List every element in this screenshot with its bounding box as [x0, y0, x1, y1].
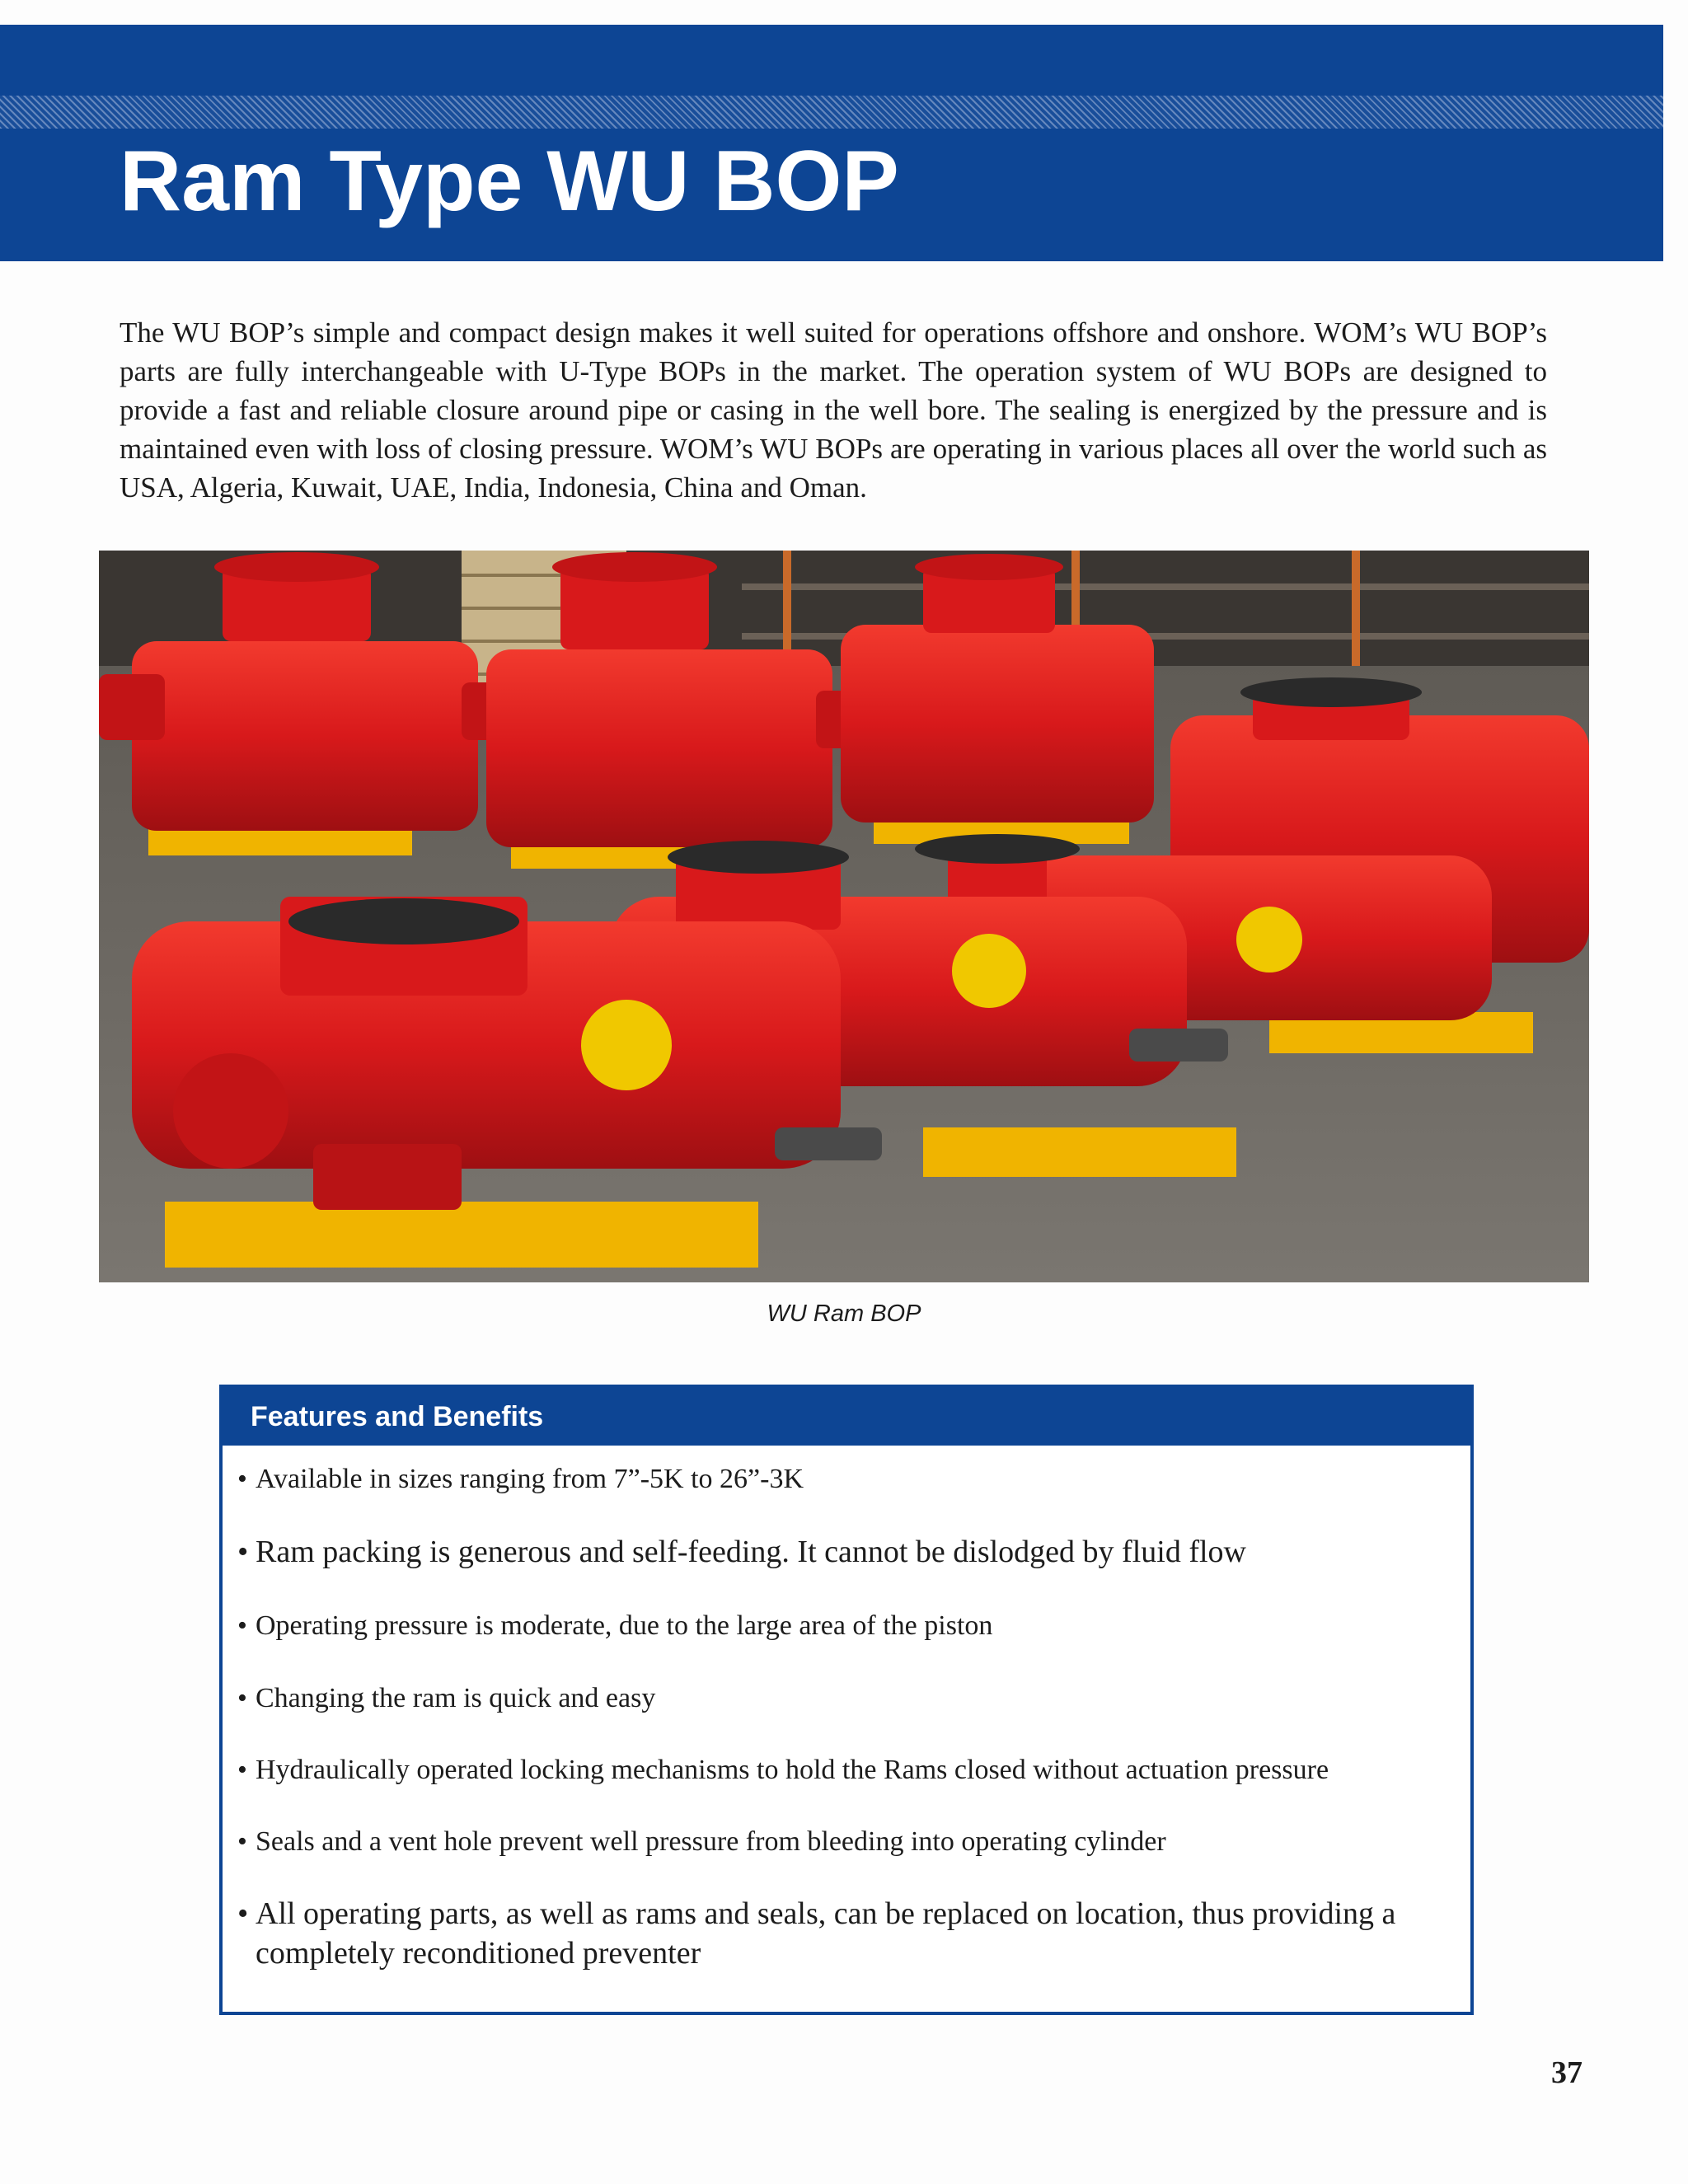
- bullet-icon: •: [237, 1683, 247, 1713]
- page-number: 37: [1551, 2055, 1582, 2090]
- feature-text: Seals and a vent hole prevent well pressure from bleeding into operating cylinder: [256, 1826, 1166, 1857]
- feature-item: [237, 1462, 1457, 1497]
- feature-item: [237, 1609, 1457, 1643]
- feature-item: [237, 1825, 1457, 1859]
- feature-item: [237, 1894, 1457, 1973]
- feature-item: [237, 1681, 1457, 1716]
- features-title: Features and Benefits: [223, 1388, 1470, 1446]
- bop-photo-illustration: [99, 551, 1589, 1282]
- feature-text: Ram packing is generous and self-feeding. It cannot be dislodged by fluid flow: [256, 1535, 1246, 1569]
- bullet-icon: •: [237, 1610, 247, 1641]
- feature-text: All operating parts, as well as rams and seals, can be replaced on location, thus providing a completely reconditioned preventer: [256, 1896, 1396, 1971]
- features-box: [219, 1385, 1474, 2015]
- feature-text: Changing the ram is quick and easy: [256, 1683, 656, 1713]
- intro-paragraph: The WU BOP’s simple and compact design makes it well suited for operations offshore and onshore. WOM’s WU BOP’s parts are fully interchangeable with U-Type BOPs in the market. The operation system of WU BOPs are designed to provide a fast and reliable closure around pipe or casing in the well bore. The sealing is energized by the pressure and is maintained even with loss of closing pressure. WOM’s WU BOPs are operating in various places all over the world such as USA, Algeria, Kuwait, UAE, India, Indonesia, China and Oman.: [120, 316, 1547, 504]
- feature-text: Operating pressure is moderate, due to the large area of the piston: [256, 1610, 993, 1641]
- bullet-icon: •: [237, 1464, 247, 1494]
- feature-text: Hydraulically operated locking mechanisms to hold the Rams closed without actuation pressure: [256, 1755, 1329, 1785]
- header-hatch-stripe: [0, 96, 1663, 129]
- feature-item: [237, 1753, 1457, 1788]
- bop-photo: [99, 551, 1589, 1282]
- bullet-icon: •: [237, 1755, 247, 1785]
- bullet-icon: •: [237, 1896, 249, 1931]
- feature-text: Available in sizes ranging from 7”-5K to 26”-3K: [256, 1464, 804, 1494]
- page-title: Ram Type WU BOP: [120, 134, 899, 229]
- bullet-icon: •: [237, 1535, 249, 1569]
- feature-item: [237, 1532, 1457, 1572]
- photo-caption: WU Ram BOP: [767, 1301, 921, 1327]
- bullet-icon: •: [237, 1826, 247, 1857]
